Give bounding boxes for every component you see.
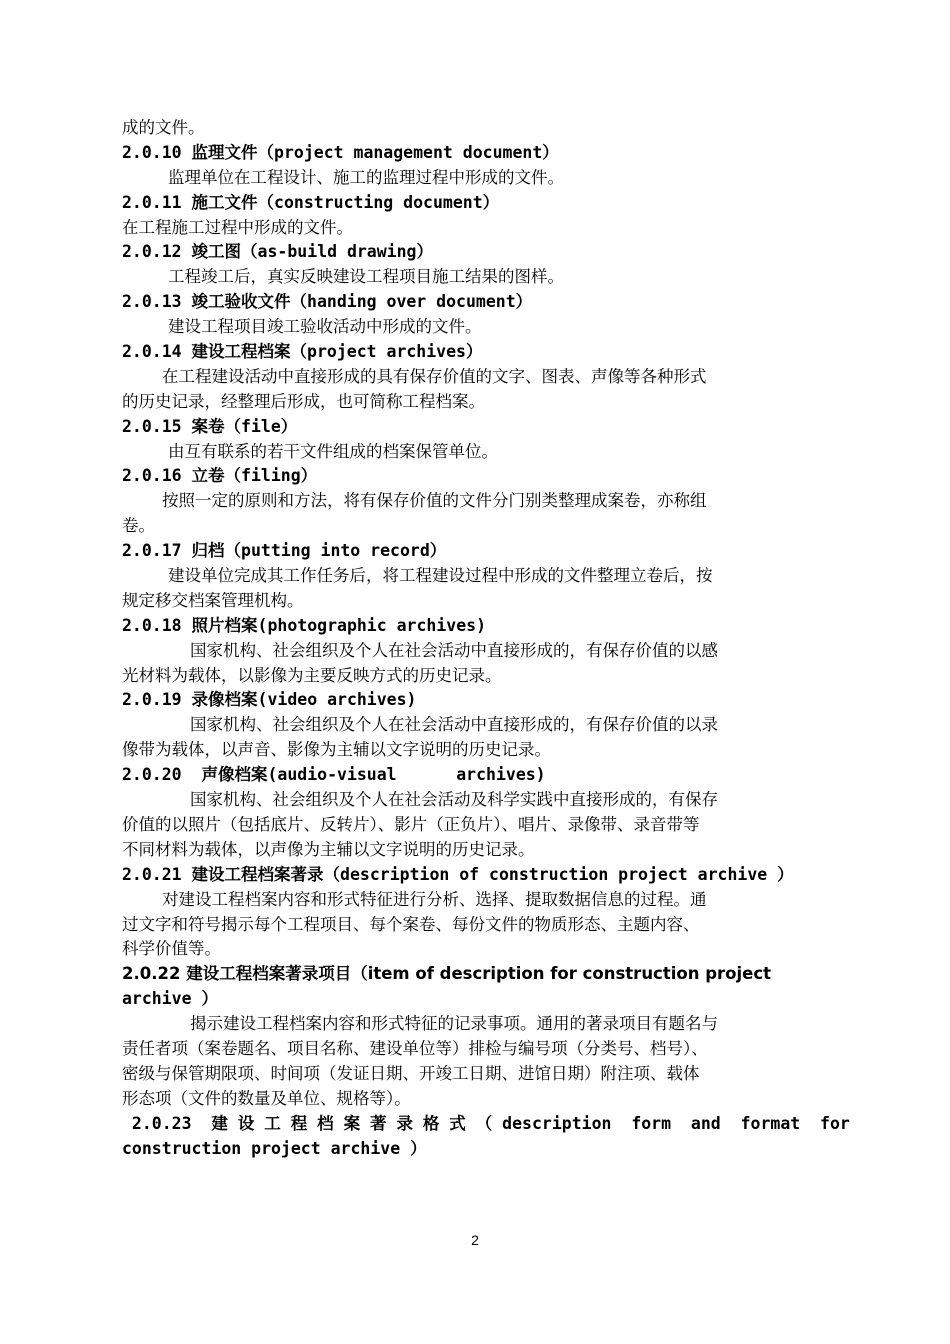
body-text: 光材料为载体，以影像为主要反映方式的历史记录。 [122, 665, 502, 685]
body-text: 像带为载体，以声音、影像为主辅以文字说明的历史记录。 [122, 740, 551, 760]
body-text: 不同材料为载体，以声像为主辅以文字说明的历史记录。 [122, 839, 535, 859]
body-text: 国家机构、社会组织及个人在社会活动中直接形成的，有保存价值的以录 [190, 715, 718, 735]
body-text: 由互有联系的若干文件组成的档案保管单位。 [168, 441, 498, 461]
section-heading: 2.0.13 竣工验收文件（handing over document） [122, 292, 533, 312]
body-text: 工程竣工后，真实反映建设工程项目施工结果的图样。 [168, 267, 564, 287]
body-text: 科学价值等。 [122, 939, 221, 959]
section-heading: 2.0.23 建 设 工 程 档 案 著 录 格 式 （ description form and format for [122, 1113, 850, 1133]
body-text: 卷。 [122, 516, 155, 536]
section-heading: 2.0.14 建设工程档案（project archives） [122, 342, 483, 362]
section-heading: 2.0.10 监理文件（project management document） [122, 142, 559, 162]
section-heading: 2.0.18 照片档案(photographic archives) [122, 615, 487, 635]
body-text: 在工程施工过程中形成的文件。 [122, 217, 353, 237]
section-heading: 2.0.22 建设工程档案著录项目（item of description for construction project [122, 964, 772, 984]
section-heading: 2.0.19 录像档案(video archives) [122, 690, 417, 710]
section-heading: 2.0.20 声像档案(audio-visual archives) [122, 765, 546, 785]
body-text: 按照一定的原则和方法，将有保存价值的文件分门别类整理成案卷，亦称组 [162, 491, 707, 511]
body-text: 监理单位在工程设计、施工的监理过程中形成的文件。 [168, 167, 564, 187]
section-heading: 2.0.17 归档（putting into record） [122, 541, 447, 561]
body-text: 成的文件。 [122, 118, 205, 137]
body-text: 的历史记录，经整理后形成，也可简称工程档案。 [122, 391, 485, 411]
body-text: 国家机构、社会组织及个人在社会活动中直接形成的，有保存价值的以感 [190, 640, 718, 660]
section-heading-continued: construction project archive ） [122, 1138, 427, 1158]
body-text: 国家机构、社会组织及个人在社会活动及科学实践中直接形成的，有保存 [190, 790, 718, 810]
body-text: 揭示建设工程档案内容和形式特征的记录事项。通用的著录项目有题名与 [190, 1014, 718, 1034]
body-text: 规定移交档案管理机构。 [122, 590, 304, 610]
section-heading: 2.0.12 竣工图（as-build drawing） [122, 242, 433, 262]
body-text: 建设工程项目竣工验收活动中形成的文件。 [168, 317, 482, 337]
body-text: 建设单位完成其工作任务后，将工程建设过程中形成的文件整理立卷后，按 [168, 566, 713, 586]
body-text: 在工程建设活动中直接形成的具有保存价值的文字、图表、声像等各种形式 [162, 366, 707, 386]
body-text: 对建设工程档案内容和形式特征进行分析、选择、提取数据信息的过程。通 [162, 889, 707, 909]
section-heading: 2.0.15 案卷（file） [122, 416, 298, 436]
section-heading: 2.0.16 立卷（filing） [122, 466, 318, 486]
section-heading: 2.0.21 建设工程档案著录（description of construction project archive ） [122, 864, 794, 884]
section-heading-continued: archive ） [122, 989, 218, 1009]
body-text: 形态项（文件的数量及单位、规格等）。 [122, 1088, 411, 1108]
body-text: 责任者项（案卷题名、项目名称、建设单位等）排检与编号项（分类号、档号）、 [122, 1038, 708, 1058]
section-heading: 2.0.11 施工文件（constructing document） [122, 192, 500, 212]
page-number: 2 [471, 1232, 479, 1248]
document-page [122, 116, 850, 1161]
body-text: 过文字和符号揭示每个工程项目、每个案卷、每份文件的物质形态、主题内容、 [122, 914, 700, 934]
body-text: 密级与保管期限项、时间项（发证日期、开竣工日期、进馆日期）附注项、载体 [122, 1063, 700, 1083]
body-text: 价值的以照片（包括底片、反转片）、影片（正负片）、唱片、录像带、录音带等 [122, 814, 700, 834]
